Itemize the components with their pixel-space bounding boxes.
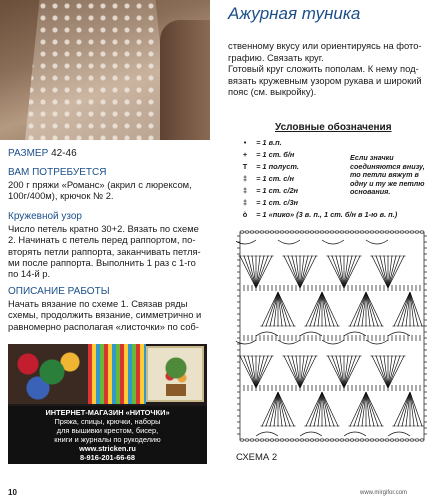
chain-arch: [322, 340, 344, 344]
stitch-stroke: [366, 292, 382, 326]
chain-stitch: [335, 439, 339, 441]
stitch-stroke: [270, 392, 278, 426]
legend-item: [236, 174, 294, 183]
stitch-stroke: [278, 292, 286, 326]
stitch-stroke: [336, 356, 344, 388]
shop-line: книги и журналы по рукоделию: [54, 435, 161, 444]
stitch-stroke: [240, 256, 256, 288]
text-line: Число петель кратно 30+2. Вязать по схеме: [8, 223, 199, 234]
chain-stitch: [405, 231, 409, 233]
legend-item: [236, 186, 298, 195]
chain-stitch: [320, 231, 324, 233]
text-line: равномерно располагая «листочки» по соб-: [8, 320, 199, 332]
stitch-stroke: [380, 256, 388, 288]
legend-text: = 1 ст. б/н: [256, 150, 295, 159]
stitch-stroke: [410, 392, 418, 426]
text-line: схемы, продолжить вязание, симметрично и: [8, 309, 202, 321]
chain-stitch: [420, 439, 424, 441]
stitch-stroke: [328, 256, 344, 288]
chain-stitch: [395, 231, 399, 233]
stitch-stroke: [322, 292, 330, 326]
text-line: Готовый круг сложить пополам. К нему под-: [228, 63, 419, 74]
legend-title: Условные обозначения: [275, 122, 392, 133]
chain-stitch: [255, 231, 259, 233]
shop-line: для вышивки крестом, бисер,: [56, 426, 159, 435]
stitch-stroke: [328, 356, 344, 388]
chain-stitch: [240, 231, 244, 233]
stitch-stroke: [358, 292, 366, 326]
stitch-stroke: [344, 356, 352, 388]
chain-stitch: [360, 231, 364, 233]
chain-stitch: [380, 231, 384, 233]
single-crochet-icon: +: [242, 150, 248, 159]
text-line: графию. Связать круг.: [228, 51, 324, 63]
text-line: вторять петли раппорта, заканчивать петля-: [8, 245, 201, 257]
chain-stitch: [285, 231, 289, 233]
text-line: ственному вкусу или ориентируясь на фото-: [228, 40, 422, 51]
work-text: [8, 298, 208, 332]
chain-arch: [344, 332, 366, 336]
chain-stitch: [390, 231, 394, 233]
stitch-stroke: [306, 392, 322, 426]
text-line: вязать кружевным узором рукава и широкий: [228, 74, 422, 86]
stitch-stroke: [270, 292, 278, 326]
stitch-stroke: [278, 292, 294, 326]
chain-stitch: [315, 439, 319, 441]
size-label: РАЗМЕР: [8, 148, 49, 159]
chain-stitch: [285, 439, 289, 441]
chain-stitch: [350, 439, 354, 441]
shop-phone: 8-916-201-66-68: [79, 453, 136, 462]
stitch-stroke: [366, 292, 374, 326]
chain-arch: [322, 240, 344, 244]
chain-stitch: [325, 439, 329, 441]
chain-stitch: [370, 439, 374, 441]
chain-arch: [256, 432, 278, 436]
chain-stitch: [300, 439, 304, 441]
chain-stitch: [250, 439, 254, 441]
stitch-stroke: [300, 356, 316, 388]
stitch-stroke: [256, 256, 264, 288]
legend-item: [236, 162, 299, 171]
legend-text: = 1 полуст.: [256, 162, 299, 171]
crochet-chart: [236, 226, 428, 448]
chain-stitch: [315, 231, 319, 233]
page-number: 10: [8, 488, 17, 497]
chain-stitch: [415, 231, 419, 233]
legend-text: = 1 «пико» (3 в. п., 1 ст. б/н в 1-ю в. п.): [256, 210, 398, 219]
chain-stitch: [310, 439, 314, 441]
stitch-stroke: [322, 292, 338, 326]
materials-text: [8, 179, 208, 202]
chain-stitch: [330, 231, 334, 233]
chain-stitch: [305, 231, 309, 233]
double-crochet-icon: ‡: [242, 174, 248, 183]
stitch-stroke: [322, 392, 338, 426]
chain-arch: [344, 432, 366, 436]
stitch-stroke: [256, 356, 264, 388]
chain-stitch: [410, 231, 414, 233]
stitch-stroke: [278, 392, 286, 426]
chain-arch: [366, 340, 388, 344]
chain-stitch: [305, 439, 309, 441]
stitch-stroke: [410, 292, 418, 326]
chain-stitch: [375, 231, 379, 233]
stitch-stroke: [350, 392, 366, 426]
materials-heading: ВАМ ПОТРЕБУЕТСЯ: [8, 167, 107, 178]
pot-shape: [166, 384, 186, 396]
chain-arch: [388, 432, 410, 436]
stitch-stroke: [292, 256, 300, 288]
chain-stitch: [250, 231, 254, 233]
chain-stitch: [245, 231, 249, 233]
pattern-heading: Кружевной узор: [8, 211, 82, 222]
chain-stitch: [405, 439, 409, 441]
chain-stitch: [390, 439, 394, 441]
chain-stitch: [265, 231, 269, 233]
chain-stitch: [295, 231, 299, 233]
legend-item: [236, 150, 294, 159]
stitch-stroke: [372, 356, 388, 388]
stitch-stroke: [402, 392, 410, 426]
shop-line: Пряжа, спицы, крючки, наборы: [54, 417, 161, 426]
stitch-stroke: [256, 356, 272, 388]
chain-stitch: [340, 439, 344, 441]
chain-stitch: [330, 439, 334, 441]
stitch-stroke: [372, 256, 388, 288]
legend-item: [236, 198, 298, 207]
stitch-stroke: [292, 356, 300, 388]
chain-stitch: [365, 231, 369, 233]
stitch-stroke: [240, 356, 256, 388]
chain-stitch: [275, 231, 279, 233]
stitch-stroke: [300, 356, 308, 388]
chain-arch: [300, 332, 322, 336]
legend-note: Если значки соединяются внизу, то петли вяжут в одну и ту же петлю основания.: [350, 153, 425, 197]
chain-arch: [278, 240, 300, 244]
chain-arch: [236, 340, 256, 344]
stitch-stroke: [394, 292, 410, 326]
chain-stitch: [280, 439, 284, 441]
work-heading: ОПИСАНИЕ РАБОТЫ: [8, 286, 110, 297]
stitch-stroke: [380, 356, 388, 388]
chain-arch: [256, 332, 278, 336]
continuation-text: [228, 40, 428, 98]
chain-arch: [388, 332, 410, 336]
stitch-stroke: [262, 292, 278, 326]
chain-stitch: [295, 439, 299, 441]
chain-stitch: [265, 439, 269, 441]
stitch-stroke: [388, 256, 404, 288]
chain-stitch: [310, 231, 314, 233]
chain-stitch: [275, 439, 279, 441]
chain-stitch: [415, 439, 419, 441]
stitch-stroke: [256, 256, 272, 288]
chain-stitch: [360, 439, 364, 441]
stitch-stroke: [388, 356, 404, 388]
embroidery-image: [146, 346, 204, 402]
chain-arch: [278, 340, 300, 344]
chain-stitch: [270, 439, 274, 441]
stitch-stroke: [336, 256, 344, 288]
stitch-stroke: [306, 292, 322, 326]
stitch-stroke: [248, 356, 256, 388]
yarn-balls-image: [8, 344, 88, 404]
chain-stitch: [270, 231, 274, 233]
stitch-stroke: [314, 392, 322, 426]
watermark: www.mirgifor.com: [360, 490, 408, 496]
stitch-stroke: [366, 392, 382, 426]
model-arm-image: [160, 20, 210, 140]
stitch-stroke: [344, 256, 360, 288]
stitch-stroke: [284, 356, 300, 388]
chain-stitch: [260, 231, 264, 233]
size-line: [8, 148, 77, 159]
treble-crochet-icon: ‡: [242, 186, 248, 195]
shop-advertisement[interactable]: [8, 344, 207, 464]
stitch-stroke: [344, 356, 360, 388]
stitch-stroke: [248, 256, 256, 288]
text-line: Начать вязание по схеме 1. Связав ряды: [8, 298, 188, 309]
stitch-stroke: [300, 256, 316, 288]
stitch-stroke: [278, 392, 294, 426]
stitch-stroke: [350, 292, 366, 326]
chain-stitch: [325, 231, 329, 233]
chain-stitch: [410, 439, 414, 441]
page-title: Ажурная туника: [228, 4, 361, 23]
chain-stitch: [375, 439, 379, 441]
half-double-crochet-icon: T: [242, 162, 248, 171]
pattern-text: [8, 223, 208, 279]
chain-stitch: [370, 231, 374, 233]
chart-caption: СХЕМА 2: [236, 452, 278, 463]
stitch-stroke: [394, 392, 410, 426]
chain-stitch: [255, 439, 259, 441]
stitch-stroke: [300, 256, 308, 288]
legend-text: = 1 ст. с/н: [256, 174, 294, 183]
chain-stitch: [340, 231, 344, 233]
picot-icon: ò: [242, 210, 248, 219]
legend-item: [236, 210, 397, 219]
chain-stitch-icon: •: [243, 138, 247, 147]
stitch-stroke: [344, 256, 352, 288]
chain-arch: [300, 432, 322, 436]
text-line: 200 г пряжи «Романс» (акрил с люрексом,: [8, 179, 192, 190]
chain-stitch: [260, 439, 264, 441]
text-line: по 14-й р.: [8, 268, 51, 280]
chain-arch: [366, 240, 388, 244]
legend-text: = 1 в.п.: [256, 138, 282, 147]
legend-text: = 1 ст. с/2н: [256, 186, 299, 195]
chain-stitch: [400, 439, 404, 441]
chain-stitch: [380, 439, 384, 441]
shop-website-link[interactable]: www.stricken.ru: [79, 444, 136, 453]
text-line: пояс (см. выкройку).: [228, 86, 317, 97]
chain-stitch: [385, 439, 389, 441]
text-line: 100г/400м), крючок № 2.: [8, 190, 114, 202]
double-treble-crochet-icon: ‡: [242, 198, 248, 207]
chain-stitch: [355, 439, 359, 441]
thread-spools-image: [88, 344, 146, 404]
stitch-stroke: [366, 392, 374, 426]
chain-stitch: [365, 439, 369, 441]
chain-stitch: [240, 439, 244, 441]
stitch-stroke: [284, 256, 300, 288]
chain-stitch: [420, 231, 424, 233]
chain-stitch: [350, 231, 354, 233]
chain-stitch: [345, 439, 349, 441]
chain-stitch: [355, 231, 359, 233]
chain-stitch: [400, 231, 404, 233]
chain-stitch: [300, 231, 304, 233]
shop-info: [8, 406, 207, 464]
stitch-stroke: [262, 392, 278, 426]
lace-tunic-image: [25, 0, 170, 140]
stitch-stroke: [358, 392, 366, 426]
chain-stitch: [320, 439, 324, 441]
shop-name: ИНТЕРНЕТ-МАГАЗИН «НИТОЧКИ»: [45, 408, 170, 417]
stitch-stroke: [388, 256, 396, 288]
text-line: 2. Начинать с петель перед раппортом, по-: [8, 234, 196, 246]
tunic-photo: [0, 0, 210, 140]
chain-stitch: [335, 231, 339, 233]
stitch-stroke: [314, 292, 322, 326]
stitch-stroke: [402, 292, 410, 326]
stitch-stroke: [388, 356, 396, 388]
stitch-stroke: [322, 392, 330, 426]
legend-text: = 1 ст. с/3н: [256, 198, 299, 207]
chain-stitch: [345, 231, 349, 233]
chain-stitch: [245, 439, 249, 441]
legend-item: [236, 138, 282, 147]
chain-stitch: [290, 231, 294, 233]
chain-stitch: [395, 439, 399, 441]
chain-stitch: [280, 231, 284, 233]
chain-stitch: [290, 439, 294, 441]
text-line: ми после раппорта. Выполнить 1 раз с 1-го: [8, 256, 196, 268]
size-value: 42-46: [51, 148, 77, 159]
chain-stitch: [385, 231, 389, 233]
